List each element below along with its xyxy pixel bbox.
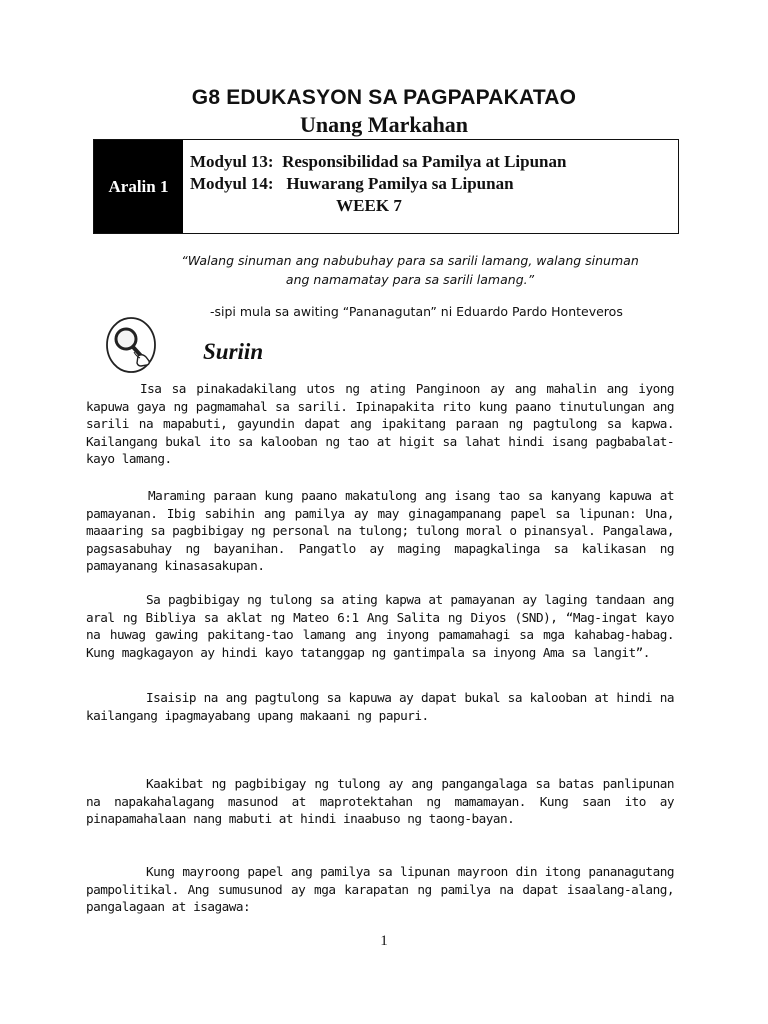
page-title: G8 EDUKASYON SA PAGPAPAKATAO	[191, 86, 577, 109]
epigraph-quote	[150, 251, 670, 289]
modyul-titles	[190, 151, 678, 217]
quote-line-2: ang namamatay para sa sarili lamang.”	[285, 272, 535, 287]
aralin-label: Aralin 1	[94, 140, 183, 233]
section-title-suriin: Suriin	[203, 339, 264, 364]
modyul-13-title: Modyul 13: Responsibilidad sa Pamilya at Lipunan	[190, 152, 567, 171]
paragraph-2-text: Maraming paraan kung paano makatulong ang isang tao sa kanyang kapuwa at pamayanan. Ibig sabihin ang pamilya ay may ginagampanang papel sa lipunan: Una, maaaring sa pagbibigay ng personal na tulong; tulong moral o pinansyal. Pangalawa, pagsasabuhay ng bayanihan. Pangatlo ay maging mapagkalinga sa kalikasan ng pamayanang kinasasakupan.	[86, 488, 674, 574]
page-number: 1	[380, 933, 388, 949]
paragraph-3-text: Sa pagbibigay ng tulong sa ating kapwa at pamayanan ay laging tandaan ang aral ng Bibliya sa aklat ng Mateo 6:1 Ang Salita ng Diyos (SND), “Mag-ingat kayo na huwag gawing pakitang-tao lamang ang inyong pamamahagi sa mga kahabag-habag. Kung magkagayon ay hindi kayo tatanggap ng gantimpala sa inyong Ama sa langit”.	[86, 592, 674, 660]
paragraph-3	[86, 591, 674, 661]
paragraph-2	[86, 487, 674, 575]
paragraph-5-text: Kaakibat ng pagbibigay ng tulong ay ang pangangalaga sa batas panlipunan na napakahalagang masunod at maprotektahan ng mamamayan. Kung saan ito ay pinapamahalaan nang mabuti at hindi inaabuso ng taong-bayan.	[86, 776, 674, 827]
modyul-14-title: Modyul 14: Huwarang Pamilya sa Lipunan	[190, 174, 514, 193]
quote-line-1: “Walang sinuman ang nabubuhay para sa sarili lamang, walang sinuman	[181, 253, 639, 268]
lesson-header-box	[93, 139, 679, 234]
paragraph-4	[86, 689, 674, 724]
week-label: WEEK 7	[336, 196, 402, 215]
quote-citation: -sipi mula sa awiting “Pananagutan” ni Eduardo Pardo Honteveros	[210, 304, 623, 319]
paragraph-6-text: Kung mayroong papel ang pamilya sa lipunan mayroon din itong pananagutang pampolitikal. Ang sumusunod ay mga karapatan ng pamilya na dapat isaalang-alang, pangalagaan at isagawa:	[86, 864, 674, 915]
paragraph-6	[86, 863, 674, 916]
quarter-subtitle: Unang Markahan	[299, 112, 469, 137]
paragraph-1	[86, 380, 674, 468]
paragraph-1-text: Isa sa pinakadakilang utos ng ating Panginoon ay ang mahalin ang iyong kapuwa gaya ng pagmamahal sa sarili. Ipinapakita rito kung paano tinutulungan ang sarili na mapabuti, gayundin dapat ang ipakitang paraan ng pagtulong sa kapwa. Kailangang bukal ito sa kalooban ng tao at higit sa lahat hindi isang pagbabalat-kayo lamang.	[86, 381, 674, 467]
paragraph-5	[86, 775, 674, 828]
magnifier-hand-icon	[104, 316, 184, 376]
paragraph-4-text: Isaisip na ang pagtulong sa kapuwa ay dapat bukal sa kalooban at hindi na kailangang ipagmayabang upang makaani ng papuri.	[86, 690, 674, 723]
